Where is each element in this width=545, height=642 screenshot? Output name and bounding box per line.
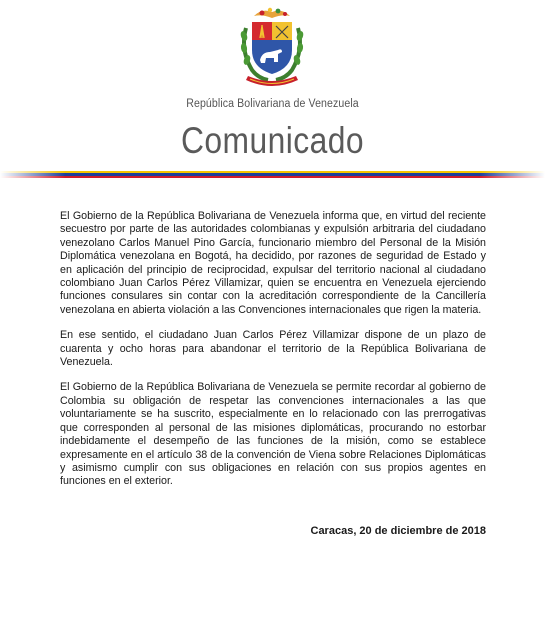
paragraph: En ese sentido, el ciudadano Juan Carlos Pérez Villamizar dispone de un plazo de cuarenta y ocho horas para abandonar el territorio de la República Bolivariana de Venezuela. <box>60 329 486 369</box>
page-title: Comunicado <box>181 120 364 161</box>
place-and-date: Caracas, 20 de diciembre de 2018 <box>310 525 486 537</box>
flag-stripe <box>0 171 545 179</box>
flag-band-red <box>0 176 545 178</box>
communique-body <box>60 210 486 501</box>
paragraph: El Gobierno de la República Bolivariana de Venezuela informa que, en virtud del reciente secuestro por parte de las autoridades colombianas y expulsión arbitraria del ciudadano venezolano Carlos Manuel Pino García, funcionario miembro del Personal de la Misión Diplomática venezolana en Bogotá, ha decidido, por razones de seguridad de Estado y en aplicación del principio de reciprocidad, expulsar del territorio nacional al ciudadano colombiano Juan Carlos Pérez Villamizar, quien se encuentra en Venezuela ejerciendo funciones consulares sin contar con la acreditación correspondiente de la Cancillería venezolana en abierta violación a las Convenciones internacionales que rigen la materia. <box>60 210 486 316</box>
venezuela-coat-of-arms-icon <box>232 6 312 90</box>
republic-name: República Bolivariana de Venezuela <box>186 98 359 110</box>
paragraph: El Gobierno de la República Bolivariana de Venezuela se permite recordar al gobierno de Colombia su obligación de respetar las convenciones internacionales a las que voluntariamente se ha suscrito, especialmente en lo relacionado con las prerrogativas que corresponden al personal de las misiones diplomáticas, procurando no estorbar indebidamente el desempeño de las funciones de la misión, como se establece expresamente en el artículo 38 de la convención de Viena sobre Relaciones Diplomáticas y asimismo cumplir con sus obligaciones en relación con sus propios agentes en funciones en el exterior. <box>60 381 486 488</box>
letterhead <box>0 0 545 200</box>
